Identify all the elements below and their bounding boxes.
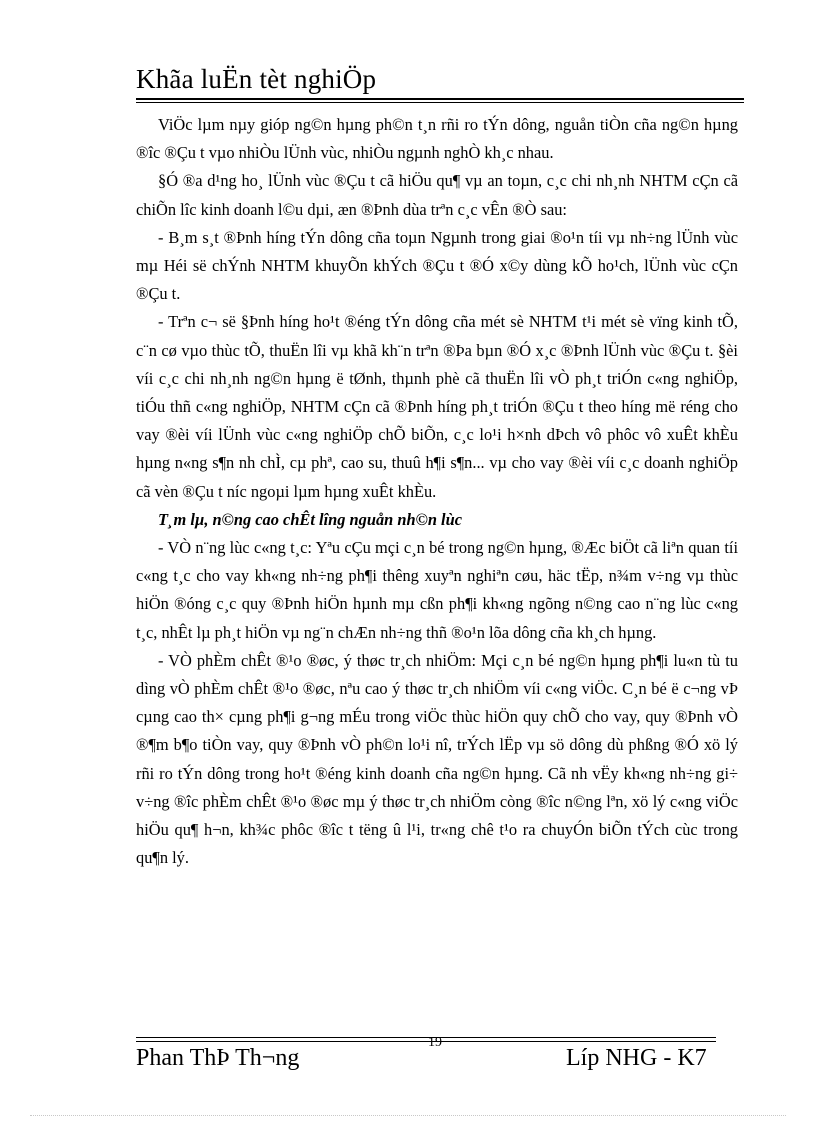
paragraph: - Trªn c¬ së §Þnh híng ho¹t ®éng tÝn dông cña mét sè NHTM t¹i mét sè vïng kinh tÕ, c¨n cø vµo thùc tÕ, thuËn lîi vµ khã kh¨n trªn ®Þa bµn ®Ó x¸c ®Þnh lÜnh vùc ®Çu t. §èi víi c¸c chi nh¸nh ng©n hµng ë tØnh, thµnh phè cã thuËn lîi vÒ ph¸t triÓn c«ng nghiÖp, tiÓu thñ c«ng nghiÖp, NHTM cÇn cã ®Þnh híng ph¸t triÓn ®Çu t theo híng më réng cho vay ®èi víi lÜnh vùc c«ng nghiÖp chÕ biÕn, c¸c lo¹i h×nh dÞch vô phôc vô xuÊt khÈu hµng n«ng s¶n nh chÌ, cµ phª, cao su, thuû h¶i s¶n... vµ cho vay ®èi víi c¸c doanh nghiÖp cã vèn ®Çu t níc ngoµi lµm hµng xuÊt khÈu. (136, 312, 738, 501)
paragraph: - B¸m s¸t ®Þnh híng tÝn dông cña toµn Ngµnh trong giai ®o¹n tíi vµ nh÷ng lÜnh vùc mµ Héi së chÝnh NHTM khuyÕn khÝch ®Çu t ®Ó x©y dùng kÕ ho¹ch, lÜnh vùc cÇn ®Çu t. (136, 227, 738, 304)
footer-rule-top (136, 1037, 716, 1038)
section-heading: T¸m lµ, n©ng cao chÊt lîng nguån nh©n lùc (158, 509, 463, 529)
footer-author: Phan ThÞ Th¬ng (136, 1045, 300, 1071)
page-number: 19 (428, 1035, 442, 1050)
page-edge-divider (30, 1115, 786, 1116)
running-header-title: Khãa luËn tèt nghiÖp (136, 64, 377, 94)
paragraph: - VÒ n¨ng lùc c«ng t¸c: Yªu cÇu mçi c¸n bé trong ng©n hµng, ®Æc biÖt cã liªn quan tíi c«ng t¸c cho vay kh«ng nh÷ng ph¶i thêng xuyªn nghiªn cøu, häc tËp, n¾m v÷ng vµ thùc hiÖn ®óng c¸c quy ®Þnh hiÖn hµnh mµ cßn ph¶i kh«ng ngõng n©ng cao n¨ng lùc c«ng t¸c, nhÊt lµ ph¸t hiÖn vµ ng¨n chÆn nh÷ng thñ ®o¹n lõa dông cña kh¸ch hµng. (136, 538, 738, 642)
header-rule-thick (136, 98, 744, 100)
footer-rule-bottom (136, 1041, 716, 1042)
header-rule-thin (136, 102, 744, 103)
body-text (136, 111, 738, 872)
paragraph: ViÖc lµm nµy gióp ng©n hµng ph©n t¸n rñi ro tÝn dông, nguån tiÒn cña ng©n hµng ®îc ®Çu t vµo nhiÒu lÜnh vùc, nhiÒu ngµnh nghÒ kh¸c nhau. (136, 115, 738, 163)
paragraph: - VÒ phÈm chÊt ®¹o ®øc, ý thøc tr¸ch nhiÖm: Mçi c¸n bé ng©n hµng ph¶i lu«n tù tu dìng vÒ phÈm chÊt ®¹o ®øc, nªu cao ý thøc tr¸ch nhiÖm víi c«ng viÖc. C¸n bé ë c¬ng vÞ cµng cao th× cµng ph¶i g¬ng mÉu trong viÖc thùc hiÖn quy chÕ cho vay, quy ®Þnh vÒ ®¶m b¶o tiÒn vay, quy ®Þnh vÒ ph©n lo¹i nî, trÝch lËp vµ sö dông dù phßng ®Ó xö lý rñi ro tÝn dông trong ho¹t ®éng kinh doanh cña ng©n hµng. Cã nh vËy kh«ng nh÷ng gi÷ v÷ng ®îc phÈm chÊt ®¹o ®øc mµ ý thøc tr¸ch nhiÖm còng ®îc n©ng lªn, xö lý c«ng viÖc hiÖu qu¶ h¬n, kh¾c phôc ®îc t tëng û l¹i, tr«ng chê t¹o ra chuyÓn biÕn tÝch cùc trong qu¶n lý. (136, 650, 738, 868)
paragraph: §Ó ®a d¹ng ho¸ lÜnh vùc ®Çu t cã hiÖu qu¶ vµ an toµn, c¸c chi nh¸nh NHTM cÇn cã chiÕn lîc kinh doanh l©u dµi, æn ®Þnh dùa trªn c¸c vÊn ®Ò sau: (136, 171, 738, 219)
footer-class-label: Líp NHG - K7 (566, 1045, 707, 1071)
